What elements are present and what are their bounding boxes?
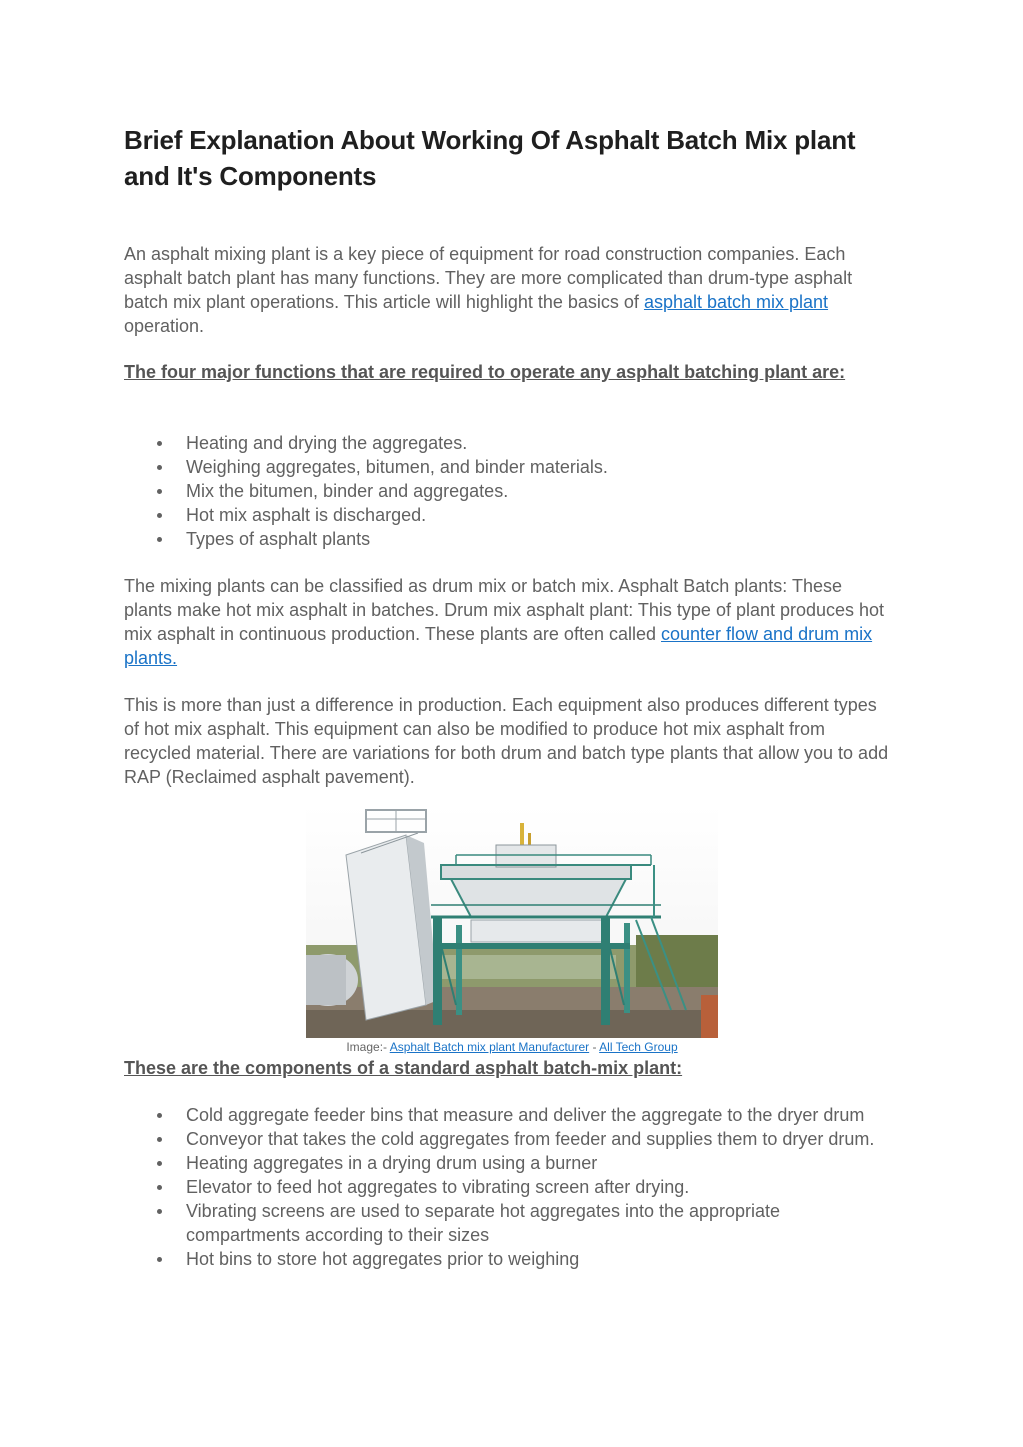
list-item-text: Hot mix asphalt is discharged. <box>186 505 427 525</box>
components-list <box>124 1103 894 1271</box>
bullet-icon <box>157 1209 162 1214</box>
list-item <box>124 1103 894 1127</box>
difference-paragraph: This is more than just a difference in production. Each equipment also produces different types of hot mix asphalt. This equipment can also be modified to produce hot mix asphalt from recycled material. There are variations for both drum and batch type plants that allow you to add RAP (Reclaimed asphalt pavement). <box>124 695 889 787</box>
caption-separator: - <box>589 1040 600 1054</box>
list-item <box>124 1127 894 1151</box>
list-item <box>124 1247 894 1271</box>
classification-text: The mixing plants can be classified as drum mix or batch mix. Asphalt Batch plants: These plants make hot mix asphalt in batches. Drum mix asphalt plant: This type of plant produces hot mix asphalt in continuous production. These plants are often called <box>124 576 885 644</box>
bullet-icon <box>157 441 162 446</box>
list-item-text: Heating aggregates in a drying drum using a burner <box>186 1153 598 1173</box>
list-item <box>124 1151 894 1175</box>
caption-prefix: Image:- <box>346 1040 390 1054</box>
list-item-text: Vibrating screens are used to separate hot aggregates into the appropriate compartments according to their sizes <box>186 1201 781 1245</box>
bullet-icon <box>157 1185 162 1190</box>
list-item-text: Cold aggregate feeder bins that measure and deliver the aggregate to the dryer drum <box>186 1105 865 1125</box>
bullet-icon <box>157 1137 162 1142</box>
bullet-icon <box>157 1113 162 1118</box>
bullet-icon <box>157 537 162 542</box>
list-item <box>124 1199 894 1247</box>
classification-paragraph <box>124 574 894 670</box>
list-item-text: Elevator to feed hot aggregates to vibrating screen after drying. <box>186 1177 690 1197</box>
bullet-icon <box>157 1257 162 1262</box>
functions-list <box>124 431 894 551</box>
asphalt-plant-photo <box>306 805 718 1038</box>
bullet-icon <box>157 489 162 494</box>
bullet-icon <box>157 1161 162 1166</box>
list-item-text: Mix the bitumen, binder and aggregates. <box>186 481 509 501</box>
intro-paragraph <box>124 242 894 338</box>
list-item <box>124 527 894 551</box>
list-item-text: Types of asphalt plants <box>186 529 371 549</box>
manufacturer-link[interactable]: Asphalt Batch mix plant Manufacturer <box>389 1040 590 1054</box>
intro-text: An asphalt mixing plant is a key piece of equipment for road construction companies. Each asphalt batch plant has many functions. They are more complicated than drum-type asphalt batch mix plant operations. This article will highlight the basics of <box>124 244 853 312</box>
list-item-text: Hot bins to store hot aggregates prior to weighing <box>186 1249 580 1269</box>
list-item-text: Weighing aggregates, bitumen, and binder materials. <box>186 457 608 477</box>
list-item <box>124 1175 894 1199</box>
all-tech-group-link[interactable]: All Tech Group <box>599 1040 678 1054</box>
list-item-text: Conveyor that takes the cold aggregates from feeder and supplies them to dryer drum. <box>186 1129 875 1149</box>
list-item-text: Heating and drying the aggregates. <box>186 433 468 453</box>
image-caption <box>306 1040 718 1055</box>
list-item <box>124 431 894 455</box>
list-item <box>124 503 894 527</box>
article-title: Brief Explanation About Working Of Asphalt Batch Mix plant and It's Components <box>124 125 856 191</box>
bullet-icon <box>157 465 162 470</box>
components-heading: These are the components of a standard asphalt batch-mix plant: <box>124 1058 683 1078</box>
list-item <box>124 479 894 503</box>
counter-flow-drum-mix-link[interactable]: counter flow and drum mix plants. <box>124 624 873 668</box>
functions-heading: The four major functions that are required to operate any asphalt batching plant are: <box>124 362 846 382</box>
asphalt-batch-mix-plant-link[interactable]: asphalt batch mix plant <box>643 292 829 312</box>
bullet-icon <box>157 513 162 518</box>
list-item <box>124 455 894 479</box>
intro-text-end: operation. <box>124 316 205 336</box>
